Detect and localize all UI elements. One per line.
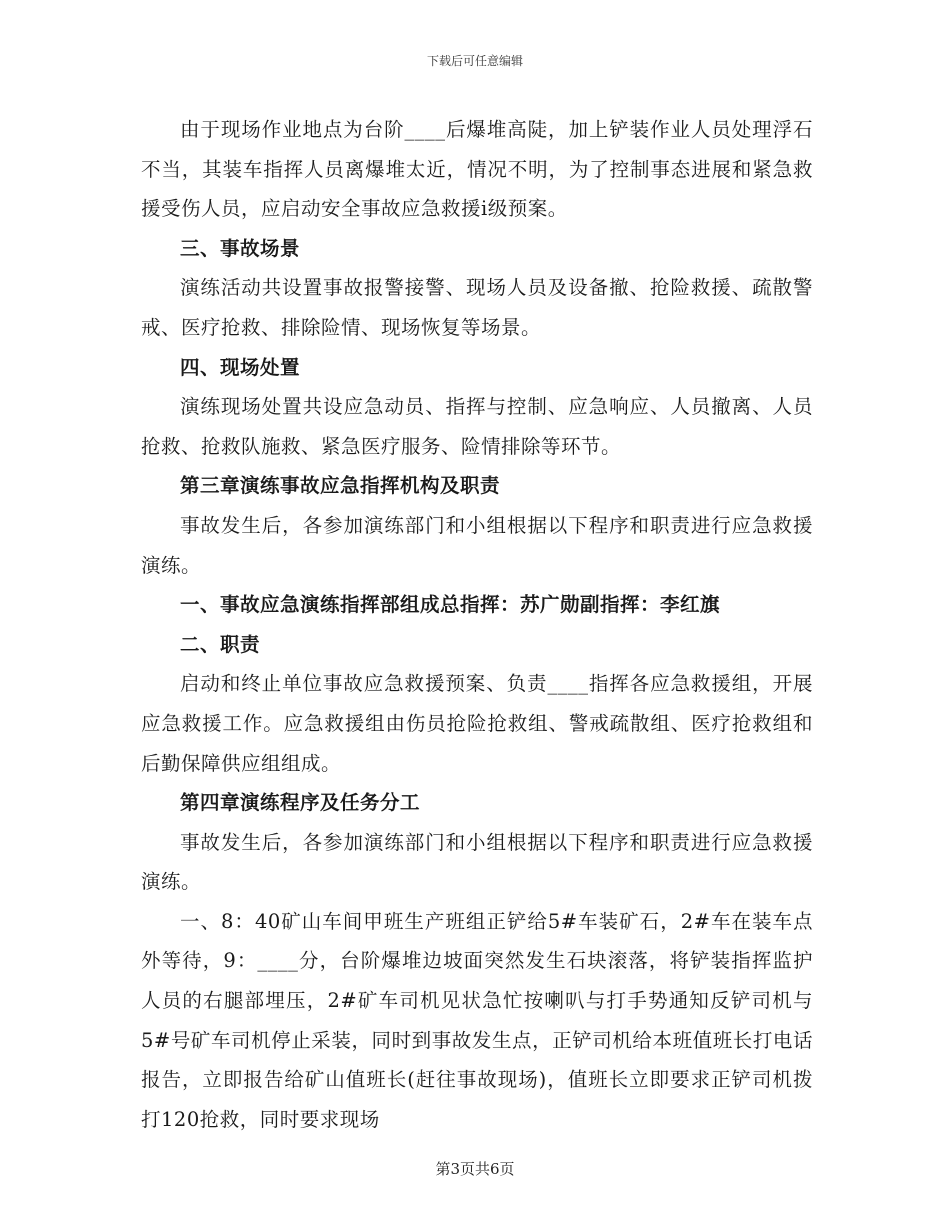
paragraph: 事故发生后，各参加演练部门和小组根据以下程序和职责进行应急救援演练。 [141,830,813,894]
page-number: 第3页共6页 [435,1160,515,1178]
paragraph: 启动和终止单位事故应急救援预案、负责____指挥各应急救援组，开展应急救援工作。应急救援组由伤员抢险抢救组、警戒疏散组、医疗抢救组和后勤保障供应组组成。 [141,672,813,775]
section-heading: 二、职责 [180,632,261,656]
section-heading: 三、事故场景 [180,236,301,260]
paragraph: 演练活动共设置事故报警接警、现场人员及设备撤、抢险救援、疏散警戒、医疗抢救、排除险情、现场恢复等场景。 [141,276,813,339]
paragraph: 演练现场处置共设应急动员、指挥与控制、应急响应、人员撤离、人员抢救、抢救队施救、紧急医疗服务、险情排除等环节。 [141,395,813,458]
page-header-note: 下载后可任意编辑 [426,54,523,68]
paragraph: 事故发生后，各参加演练部门和小组根据以下程序和职责进行应急救援演练。 [141,513,813,577]
chapter-heading: 第四章演练程序及任务分工 [180,791,421,815]
section-heading: 一、事故应急演练指挥部组成总指挥：苏广勋副指挥：李红旗 [180,593,721,617]
section-heading: 四、现场处置 [180,355,301,379]
document-body [141,110,813,1139]
paragraph: 由于现场作业地点为台阶____后爆堆高陡，加上铲装作业人员处理浮石不当，其装车指挥人员离爆堆太近，情况不明，为了控制事态进展和紧急救援受伤人员，应启动安全事故应急救援i级预案。 [141,118,813,221]
paragraph: 一、8：40矿山车间甲班生产班组正铲给5#车装矿石，2#车在装车点外等待，9：____分，台阶爆堆边坡面突然发生石块滚落，将铲装指挥监护人员的右腿部埋压，2#矿车司机见状急忙按喇叭与打手势通知反铲司机与5#号矿车司机停止采装，同时到事故发生点，正铲司机给本班值班长打电话报告，立即报告给矿山值班长(赶往事故现场)，值班长立即要求正铲司机拨打120抢救，同时要求现场 [141,909,813,1131]
chapter-heading: 第三章演练事故应急指挥机构及职责 [180,474,501,498]
